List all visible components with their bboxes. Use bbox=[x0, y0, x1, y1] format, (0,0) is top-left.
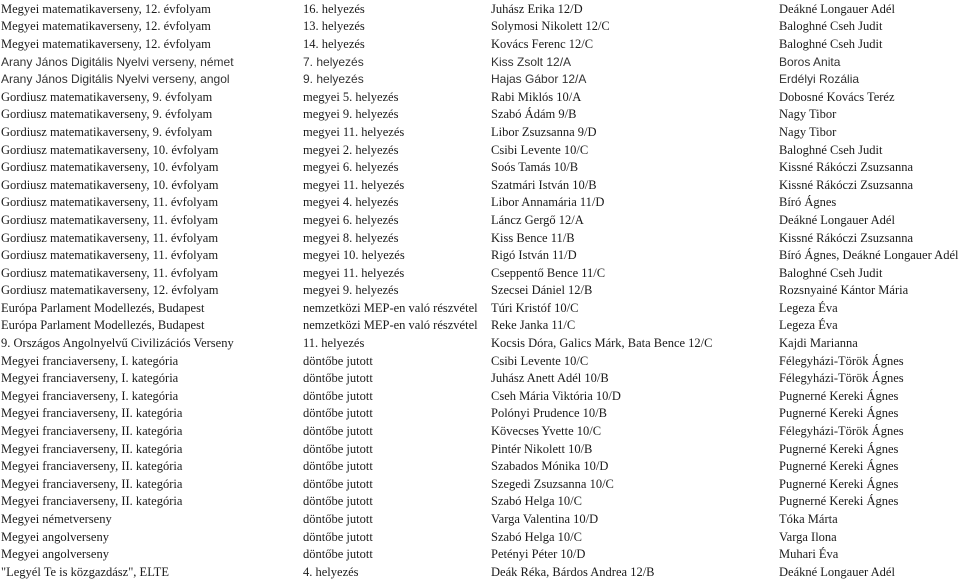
competition-cell: Megyei franciaverseny, II. kategória bbox=[1, 424, 183, 439]
competition-cell: Gordiusz matematikaverseny, 9. évfolyam bbox=[1, 124, 213, 139]
table-row bbox=[0, 493, 960, 511]
result-cell: 9. helyezés bbox=[303, 72, 364, 87]
competition-cell: Gordiusz matematikaverseny, 10. évfolyam bbox=[1, 142, 219, 157]
teacher-cell: Baloghné Cseh Judit bbox=[779, 36, 883, 51]
table-row bbox=[0, 0, 960, 18]
result-cell: megyei 5. helyezés bbox=[303, 89, 399, 104]
competition-cell: Megyei matematikaverseny, 12. évfolyam bbox=[1, 1, 211, 16]
table-row bbox=[0, 334, 960, 352]
student-cell: Rigó István 11/D bbox=[491, 248, 577, 263]
result-cell: megyei 4. helyezés bbox=[303, 195, 399, 210]
table-row bbox=[0, 123, 960, 141]
competition-cell: Gordiusz matematikaverseny, 10. évfolyam bbox=[1, 160, 219, 175]
teacher-cell: Pugnerné Kereki Ágnes bbox=[779, 494, 899, 509]
table-row bbox=[0, 528, 960, 546]
competition-cell: Gordiusz matematikaverseny, 11. évfolyam bbox=[1, 265, 219, 280]
student-cell: Juhász Erika 12/D bbox=[491, 1, 583, 16]
competition-cell: Gordiusz matematikaverseny, 9. évfolyam bbox=[1, 107, 213, 122]
teacher-cell: Varga Ilona bbox=[779, 529, 837, 544]
student-cell: Csibi Levente 10/C bbox=[491, 353, 589, 368]
student-cell: Petényi Péter 10/D bbox=[491, 547, 586, 562]
competition-cell: Gordiusz matematikaverseny, 11. évfolyam bbox=[1, 230, 219, 245]
table-row bbox=[0, 246, 960, 264]
teacher-cell: Baloghné Cseh Judit bbox=[779, 265, 883, 280]
teacher-cell: Boros Anita bbox=[779, 54, 841, 69]
result-cell: 4. helyezés bbox=[303, 564, 359, 579]
student-cell: Soós Tamás 10/B bbox=[491, 160, 579, 175]
competition-cell: Megyei franciaverseny, II. kategória bbox=[1, 441, 183, 456]
table-row bbox=[0, 35, 960, 53]
table-row bbox=[0, 352, 960, 370]
table-row bbox=[0, 299, 960, 317]
table-row bbox=[0, 18, 960, 36]
student-cell: Deák Réka, Bárdos Andrea 12/B bbox=[491, 564, 655, 579]
competition-cell: Gordiusz matematikaverseny, 11. évfolyam bbox=[1, 195, 219, 210]
result-cell: 13. helyezés bbox=[303, 19, 365, 34]
competition-cell: Megyei franciaverseny, I. kategória bbox=[1, 371, 179, 386]
teacher-cell: Pugnerné Kereki Ágnes bbox=[779, 406, 899, 421]
teacher-cell: Muhari Éva bbox=[779, 547, 839, 562]
table-row bbox=[0, 475, 960, 493]
result-cell: megyei 9. helyezés bbox=[303, 283, 399, 298]
teacher-cell: Dobosné Kovács Teréz bbox=[779, 89, 895, 104]
table-row bbox=[0, 563, 960, 581]
student-cell: Szabados Mónika 10/D bbox=[491, 459, 609, 474]
competition-cell: Megyei németverseny bbox=[1, 512, 112, 527]
teacher-cell: Kissné Rákóczi Zsuzsanna bbox=[779, 177, 913, 192]
result-cell: döntőbe jutott bbox=[303, 388, 373, 403]
teacher-cell: Rozsnyainé Kántor Mária bbox=[779, 283, 909, 298]
teacher-cell: Pugnerné Kereki Ágnes bbox=[779, 459, 899, 474]
table-row bbox=[0, 317, 960, 335]
result-cell: döntőbe jutott bbox=[303, 476, 373, 491]
competition-cell: Gordiusz matematikaverseny, 11. évfolyam bbox=[1, 212, 219, 227]
competition-cell: Gordiusz matematikaverseny, 11. évfolyam bbox=[1, 248, 219, 263]
teacher-cell: Tóka Márta bbox=[779, 512, 838, 527]
student-cell: Szatmári István 10/B bbox=[491, 177, 597, 192]
result-cell: megyei 8. helyezés bbox=[303, 230, 399, 245]
table-row bbox=[0, 229, 960, 247]
competition-cell: 9. Országos Angolnyelvű Civilizációs Verseny bbox=[1, 336, 234, 351]
competition-cell: Gordiusz matematikaverseny, 9. évfolyam bbox=[1, 89, 213, 104]
teacher-cell: Pugnerné Kereki Ágnes bbox=[779, 388, 899, 403]
competition-cell: Megyei angolverseny bbox=[1, 529, 109, 544]
table-row bbox=[0, 457, 960, 475]
result-cell: döntőbe jutott bbox=[303, 512, 373, 527]
table-row bbox=[0, 88, 960, 106]
student-cell: Pintér Nikolett 10/B bbox=[491, 441, 593, 456]
result-cell: nemzetközi MEP-en való részvétel bbox=[303, 300, 478, 315]
teacher-cell: Deákné Longauer Adél bbox=[779, 564, 895, 579]
competition-cell: Európa Parlament Modellezés, Budapest bbox=[1, 300, 205, 315]
teacher-cell: Nagy Tibor bbox=[779, 124, 837, 139]
student-cell: Kovács Ferenc 12/C bbox=[491, 36, 594, 51]
competition-cell: Gordiusz matematikaverseny, 12. évfolyam bbox=[1, 283, 219, 298]
teacher-cell: Pugnerné Kereki Ágnes bbox=[779, 441, 899, 456]
result-cell: döntőbe jutott bbox=[303, 441, 373, 456]
student-cell: Rabi Miklós 10/A bbox=[491, 89, 582, 104]
result-cell: megyei 9. helyezés bbox=[303, 107, 399, 122]
result-cell: döntőbe jutott bbox=[303, 529, 373, 544]
result-cell: nemzetközi MEP-en való részvétel bbox=[303, 318, 478, 333]
student-cell: Szecsei Dániel 12/B bbox=[491, 283, 593, 298]
table-row bbox=[0, 510, 960, 528]
result-cell: 11. helyezés bbox=[303, 336, 365, 351]
competition-cell: Európa Parlament Modellezés, Budapest bbox=[1, 318, 205, 333]
student-cell: Szegedi Zsuzsanna 10/C bbox=[491, 476, 614, 491]
table-row bbox=[0, 422, 960, 440]
table-row bbox=[0, 70, 960, 88]
result-cell: döntőbe jutott bbox=[303, 371, 373, 386]
competition-cell: Megyei franciaverseny, II. kategória bbox=[1, 476, 183, 491]
table-row bbox=[0, 369, 960, 387]
student-cell: Solymosi Nikolett 12/C bbox=[491, 19, 610, 34]
result-cell: megyei 10. helyezés bbox=[303, 248, 405, 263]
teacher-cell: Kajdi Marianna bbox=[779, 336, 858, 351]
result-cell: 7. helyezés bbox=[303, 54, 364, 69]
student-cell: Hajas Gábor 12/A bbox=[491, 72, 587, 87]
student-cell: Szabó Helga 10/C bbox=[491, 529, 582, 544]
competition-cell: Arany János Digitális Nyelvi verseny, angol bbox=[1, 72, 230, 87]
result-cell: döntőbe jutott bbox=[303, 406, 373, 421]
result-cell: megyei 11. helyezés bbox=[303, 124, 405, 139]
result-cell: 16. helyezés bbox=[303, 1, 365, 16]
competition-cell: Megyei franciaverseny, II. kategória bbox=[1, 494, 183, 509]
student-cell: Reke Janka 11/C bbox=[491, 318, 576, 333]
teacher-cell: Félegyházi-Török Ágnes bbox=[779, 424, 904, 439]
student-cell: Szabó Ádám 9/B bbox=[491, 107, 577, 122]
table-row bbox=[0, 106, 960, 124]
result-cell: döntőbe jutott bbox=[303, 424, 373, 439]
student-cell: Szabó Helga 10/C bbox=[491, 494, 582, 509]
result-cell: megyei 6. helyezés bbox=[303, 212, 399, 227]
student-cell: Kiss Zsolt 12/A bbox=[491, 54, 572, 69]
table-row bbox=[0, 211, 960, 229]
student-cell: Cseppentő Bence 11/C bbox=[491, 265, 606, 280]
teacher-cell: Bíró Ágnes bbox=[779, 195, 837, 210]
competition-cell: Gordiusz matematikaverseny, 10. évfolyam bbox=[1, 177, 219, 192]
teacher-cell: Bíró Ágnes, Deákné Longauer Adél bbox=[779, 248, 959, 263]
table-row bbox=[0, 405, 960, 423]
teacher-cell: Kissné Rákóczi Zsuzsanna bbox=[779, 230, 913, 245]
result-cell: 14. helyezés bbox=[303, 36, 365, 51]
competition-cell: Megyei franciaverseny, I. kategória bbox=[1, 388, 179, 403]
result-cell: döntőbe jutott bbox=[303, 547, 373, 562]
student-cell: Libor Annamária 11/D bbox=[491, 195, 605, 210]
table-row bbox=[0, 158, 960, 176]
student-cell: Csibi Levente 10/C bbox=[491, 142, 589, 157]
result-cell: döntőbe jutott bbox=[303, 353, 373, 368]
teacher-cell: Baloghné Cseh Judit bbox=[779, 142, 883, 157]
student-cell: Kocsis Dóra, Galics Márk, Bata Bence 12/C bbox=[491, 336, 713, 351]
table-row bbox=[0, 440, 960, 458]
competition-cell: Megyei matematikaverseny, 12. évfolyam bbox=[1, 19, 211, 34]
result-cell: megyei 11. helyezés bbox=[303, 265, 405, 280]
teacher-cell: Deákné Longauer Adél bbox=[779, 1, 895, 16]
table-row bbox=[0, 53, 960, 71]
result-cell: megyei 2. helyezés bbox=[303, 142, 399, 157]
teacher-cell: Baloghné Cseh Judit bbox=[779, 19, 883, 34]
competition-cell: Arany János Digitális Nyelvi verseny, német bbox=[1, 54, 234, 69]
result-cell: megyei 11. helyezés bbox=[303, 177, 405, 192]
student-cell: Láncz Gergő 12/A bbox=[491, 212, 584, 227]
teacher-cell: Kissné Rákóczi Zsuzsanna bbox=[779, 160, 913, 175]
result-cell: döntőbe jutott bbox=[303, 494, 373, 509]
result-cell: megyei 6. helyezés bbox=[303, 160, 399, 175]
competition-cell: Megyei matematikaverseny, 12. évfolyam bbox=[1, 36, 211, 51]
student-cell: Kövecses Yvette 10/C bbox=[491, 424, 602, 439]
student-cell: Kiss Bence 11/B bbox=[491, 230, 575, 245]
competition-cell: Megyei franciaverseny, II. kategória bbox=[1, 459, 183, 474]
teacher-cell: Félegyházi-Török Ágnes bbox=[779, 353, 904, 368]
competition-cell: "Legyél Te is közgazdász", ELTE bbox=[1, 564, 169, 579]
result-cell: döntőbe jutott bbox=[303, 459, 373, 474]
student-cell: Juhász Anett Adél 10/B bbox=[491, 371, 609, 386]
student-cell: Libor Zsuzsanna 9/D bbox=[491, 124, 597, 139]
student-cell: Polónyi Prudence 10/B bbox=[491, 406, 607, 421]
competition-cell: Megyei angolverseny bbox=[1, 547, 109, 562]
competition-cell: Megyei franciaverseny, II. kategória bbox=[1, 406, 183, 421]
table-row bbox=[0, 387, 960, 405]
table-row bbox=[0, 141, 960, 159]
teacher-cell: Legeza Éva bbox=[779, 318, 838, 333]
teacher-cell: Félegyházi-Török Ágnes bbox=[779, 371, 904, 386]
competition-cell: Megyei franciaverseny, I. kategória bbox=[1, 353, 179, 368]
table-row bbox=[0, 176, 960, 194]
teacher-cell: Nagy Tibor bbox=[779, 107, 837, 122]
table-row bbox=[0, 282, 960, 300]
teacher-cell: Legeza Éva bbox=[779, 300, 838, 315]
table-row bbox=[0, 194, 960, 212]
student-cell: Varga Valentina 10/D bbox=[491, 512, 599, 527]
table-row bbox=[0, 545, 960, 563]
student-cell: Túri Kristóf 10/C bbox=[491, 300, 579, 315]
table-row bbox=[0, 264, 960, 282]
teacher-cell: Erdélyi Rozália bbox=[779, 72, 860, 87]
teacher-cell: Deákné Longauer Adél bbox=[779, 212, 895, 227]
teacher-cell: Pugnerné Kereki Ágnes bbox=[779, 476, 899, 491]
student-cell: Cseh Mária Viktória 10/D bbox=[491, 388, 621, 403]
